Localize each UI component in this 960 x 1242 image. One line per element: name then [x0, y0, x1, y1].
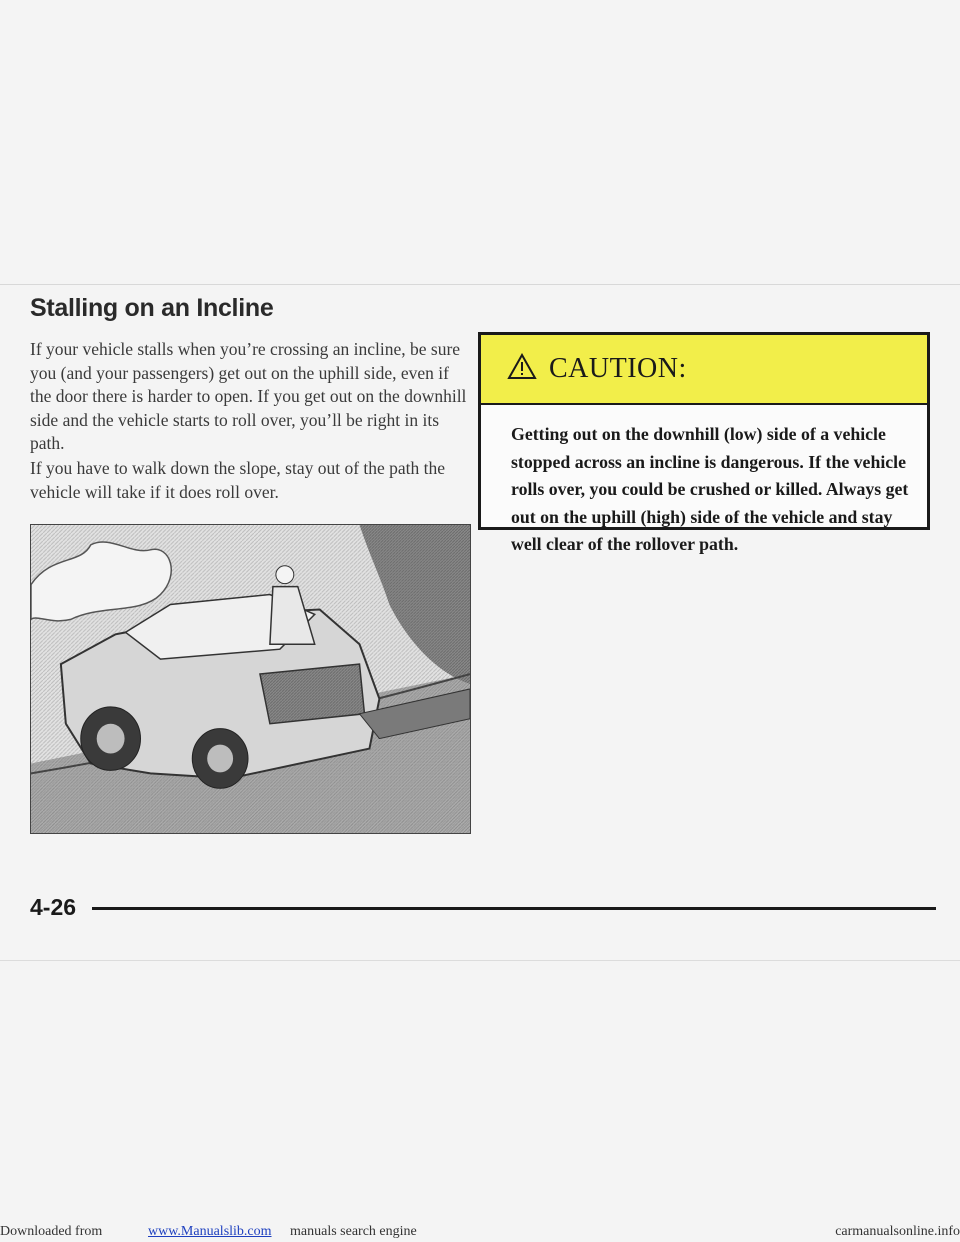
bottom-divider	[92, 907, 936, 910]
caution-title: CAUTION:	[549, 353, 687, 384]
footer-prefix: Downloaded from	[0, 1224, 103, 1239]
warning-triangle-icon	[507, 353, 549, 385]
footer-watermark: carmanualsonline.info	[835, 1224, 960, 1239]
footer-link[interactable]: www.Manualslib.com	[148, 1224, 272, 1239]
footer-suffix: manuals search engine	[290, 1224, 417, 1239]
footer-bar	[0, 1223, 960, 1242]
caution-header	[481, 335, 927, 405]
vehicle-on-incline-illustration	[30, 524, 471, 834]
paragraph-2: If you have to walk down the slope, stay out of the path the vehicle will take if it does roll over.	[30, 458, 446, 502]
caution-text: Getting out on the downhill (low) side of a vehicle stopped across an incline is dangerous. If the vehicle rolls over, you could be crushed or killed. Always get out on the uphill (high) side of the vehicle and stay well clear of the rollover path.	[511, 424, 909, 554]
top-divider	[0, 284, 960, 285]
section-heading: Stalling on an Incline	[30, 294, 274, 322]
footer-divider	[0, 960, 960, 961]
caution-box	[478, 332, 930, 554]
paragraph-1: If your vehicle stalls when you’re crossing an incline, be sure you (and your passengers) get out on the uphill side, even if the door there is harder to open. If you get out on the downhill side and the vehicle starts to roll over, you’ll be right in its path.	[30, 339, 467, 453]
page-number: 4-26	[30, 894, 77, 920]
